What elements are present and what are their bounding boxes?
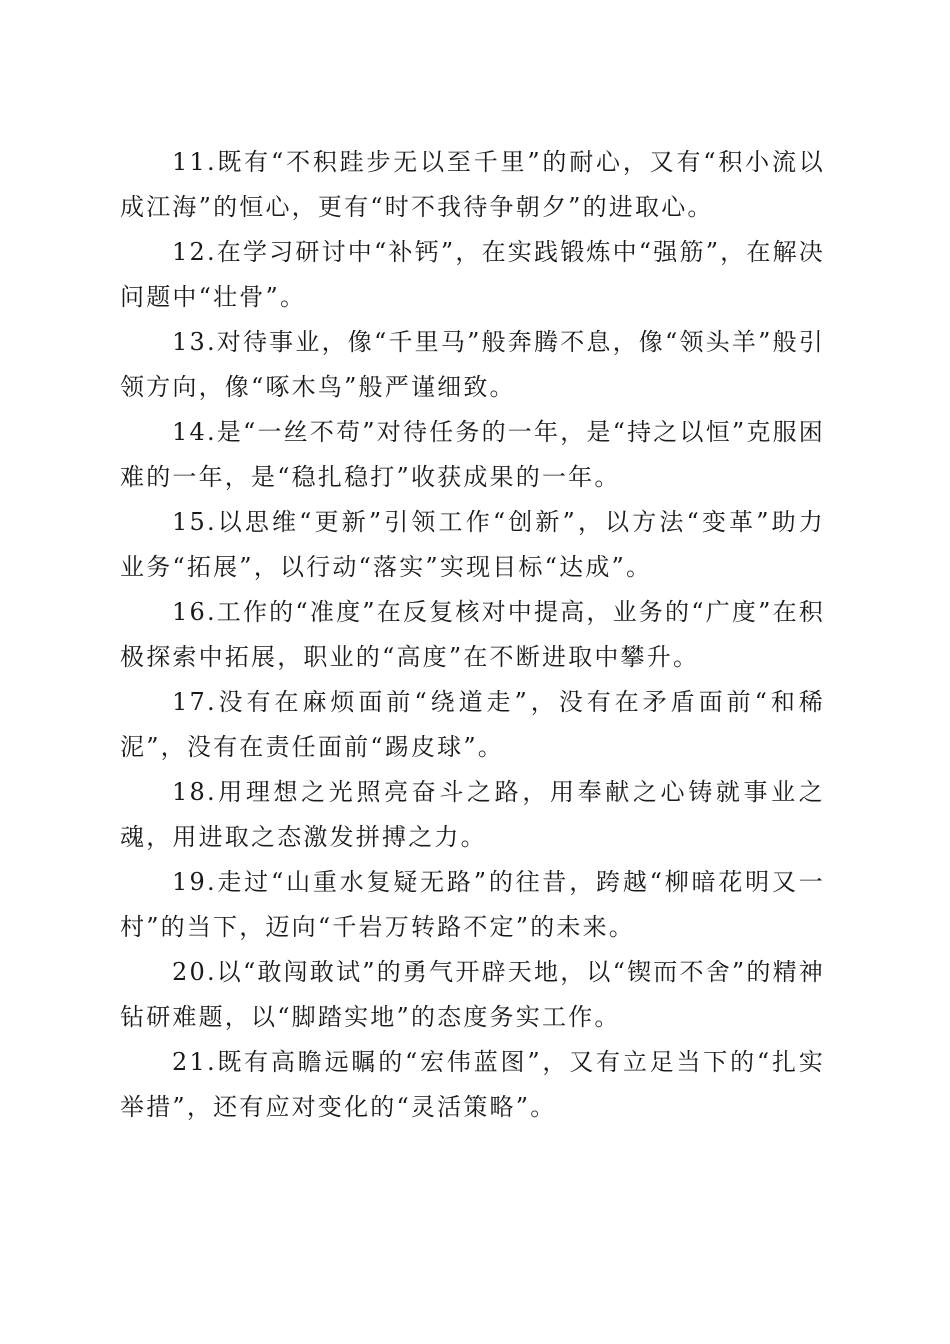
paragraph-21: 21.既有高瞻远瞩的“宏伟蓝图”，又有立足当下的“扎实举措”，还有应对变化的“灵活策略”。 xyxy=(120,1048,825,1121)
paragraph-15: 15.以思维“更新”引领工作“创新”，以方法“变革”助力业务“拓展”，以行动“落实”实现目标“达成”。 xyxy=(120,508,825,581)
paragraph-19: 19.走过“山重水复疑无路”的往昔，跨越“柳暗花明又一村”的当下，迈向“千岩万转路不定”的未来。 xyxy=(120,868,825,941)
paragraph-14: 14.是“一丝不苟”对待任务的一年，是“持之以恒”克服困难的一年，是“稳扎稳打”收获成果的一年。 xyxy=(120,418,825,491)
paragraph-18: 18.用理想之光照亮奋斗之路，用奉献之心铸就事业之魂，用进取之态激发拼搏之力。 xyxy=(120,778,825,851)
paragraph-20: 20.以“敢闯敢试”的勇气开辟天地，以“锲而不舍”的精神钻研难题，以“脚踏实地”的态度务实工作。 xyxy=(120,958,825,1031)
paragraph-17: 17.没有在麻烦面前“绕道走”，没有在矛盾面前“和稀泥”，没有在责任面前“踢皮球”。 xyxy=(120,688,825,761)
paragraph-11: 11.既有“不积跬步无以至千里”的耐心，又有“积小流以成江海”的恒心，更有“时不我待争朝夕”的进取心。 xyxy=(120,148,825,221)
paragraph-12: 12.在学习研讨中“补钙”，在实践锻炼中“强筋”，在解决问题中“壮骨”。 xyxy=(120,238,825,311)
paragraph-16: 16.工作的“准度”在反复核对中提高，业务的“广度”在积极探索中拓展，职业的“高度”在不断进取中攀升。 xyxy=(120,598,825,671)
paragraph-13: 13.对待事业，像“千里马”般奔腾不息，像“领头羊”般引领方向，像“啄木鸟”般严谨细致。 xyxy=(120,328,825,401)
document-body xyxy=(120,140,825,1130)
